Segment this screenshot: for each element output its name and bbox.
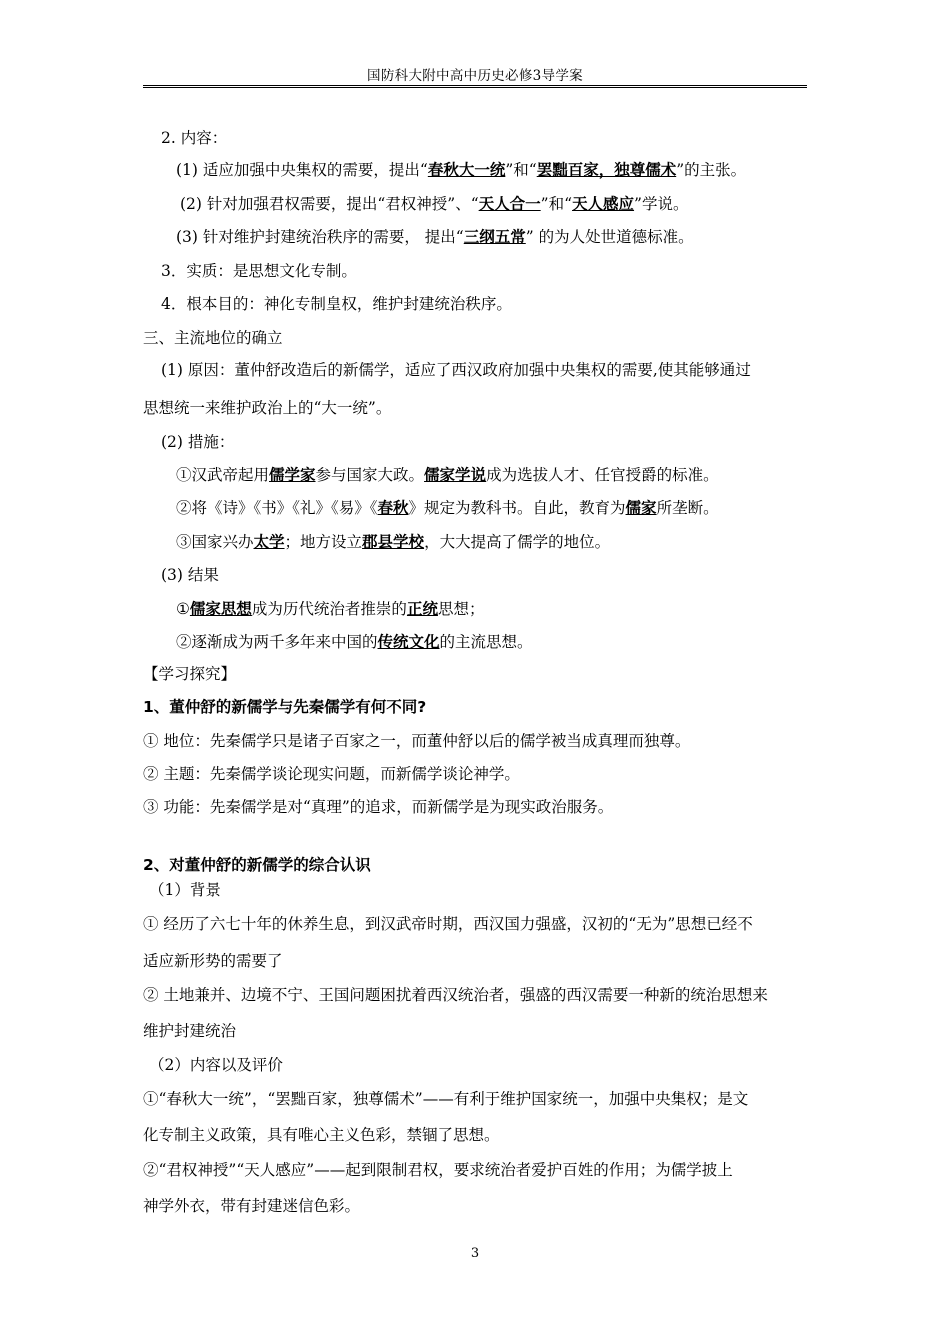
text-segment: ；地方设立 [284, 533, 363, 551]
text-segment: 思想； [437, 600, 485, 618]
text-segment: （1）背景 [149, 881, 221, 899]
key-term: 儒学家 [269, 466, 316, 484]
text-line [161, 294, 512, 314]
key-term: 正统 [406, 600, 438, 618]
text-segment: ”和“ [540, 195, 573, 213]
text-line [149, 1055, 283, 1075]
section-heading: 2、对董仲舒的新儒学的综合认识 [143, 856, 371, 874]
text-line [161, 565, 219, 585]
text-segment: (2) 措施： [161, 433, 235, 451]
text-line [176, 532, 610, 552]
key-term: 三纲五常 [463, 228, 526, 246]
text-line [143, 951, 283, 971]
key-term: 天人感应 [572, 195, 635, 213]
text-segment: (3) 针对维护封建统治秩序的需要， 提出“ [176, 228, 464, 246]
text-line [143, 855, 371, 875]
text-line [149, 880, 221, 900]
key-term: 儒家学说 [424, 466, 487, 484]
text-segment: ③ 功能：先秦儒学是对“真理”的追求，而新儒学是为现实政治服务。 [143, 798, 614, 816]
text-segment: ”和“ [505, 161, 537, 179]
text-segment: ① 经历了六七十年的休养生息，到汉武帝时期，西汉国力强盛，汉初的“无为”思想已经不 [143, 915, 753, 933]
text-segment: 4．根本目的：神化专制皇权，维护封建统治秩序。 [161, 295, 512, 313]
text-segment: ① [176, 600, 190, 618]
text-segment: ①汉武帝起用 [176, 466, 270, 484]
text-segment: (1) 适应加强中央集权的需要，提出“ [176, 161, 428, 179]
section-heading: 1、董仲舒的新儒学与先秦儒学有何不同? [143, 698, 427, 716]
text-segment: ”的主张。 [676, 161, 747, 179]
text-line [143, 731, 690, 751]
text-segment: 三、主流地位的确立 [143, 329, 283, 347]
page-header: 国防科大附中高中历史必修3导学案 [367, 68, 583, 84]
text-line [176, 498, 719, 518]
text-segment: 成为历代统治者推崇的 [251, 600, 407, 618]
text-line [161, 432, 234, 452]
text-segment: 思想统一来维护政治上的“大一统”。 [143, 399, 392, 417]
page-number: 3 [470, 1246, 480, 1261]
text-line [143, 398, 391, 418]
text-segment: (2) 针对加强君权需要，提出“君权神授”、“ [180, 195, 479, 213]
text-line [143, 1196, 360, 1216]
text-segment: 适应新形势的需要了 [143, 952, 283, 970]
text-line [176, 599, 484, 619]
text-segment: 维护封建统治 [143, 1022, 237, 1040]
key-term: 春秋 [377, 499, 409, 517]
text-line [143, 328, 283, 348]
text-line [176, 160, 746, 180]
text-segment: (3) 结果 [161, 566, 219, 584]
text-segment: ，大大提高了儒学的地位。 [424, 533, 611, 551]
text-segment: 化专制主义政策，具有唯心主义色彩，禁锢了思想。 [143, 1126, 500, 1144]
text-segment: 神学外衣，带有封建迷信色彩。 [143, 1197, 361, 1215]
text-line [143, 914, 753, 934]
text-segment: 成为选拔人才、任官授爵的标准。 [486, 466, 719, 484]
key-term: 儒家思想 [189, 600, 252, 618]
text-segment: 的主流思想。 [439, 633, 533, 651]
key-term: 罢黜百家，独尊儒术 [536, 161, 677, 179]
text-segment: ③国家兴办 [176, 533, 254, 551]
text-line [143, 764, 520, 784]
text-line [176, 632, 533, 652]
text-line [143, 664, 236, 684]
text-segment: (1) 原因：董仲舒改造后的新儒学，适应了西汉政府加强中央集权的需要,使其能够通过 [161, 361, 751, 379]
key-term: 郡县学校 [362, 533, 425, 551]
text-segment: 2. 内容： [161, 129, 228, 147]
text-segment: ”学说。 [634, 195, 689, 213]
text-line [161, 261, 357, 281]
key-term: 春秋大一统 [427, 161, 506, 179]
text-segment: ②逐渐成为两千多年来中国的 [176, 633, 378, 651]
text-line [176, 227, 694, 247]
text-segment: 3．实质：是思想文化专制。 [161, 262, 357, 280]
header-rule [143, 85, 807, 88]
key-term: 天人合一 [478, 195, 541, 213]
text-segment: 【学习探究】 [143, 665, 237, 683]
text-line [161, 360, 751, 380]
text-line [143, 697, 426, 717]
text-line [143, 1160, 733, 1180]
text-line [176, 465, 719, 485]
text-line [143, 1125, 500, 1145]
text-segment: 所垄断。 [656, 499, 719, 517]
key-term: 儒家 [625, 499, 657, 517]
text-segment: ② 主题：先秦儒学谈论现实问题，而新儒学谈论神学。 [143, 765, 520, 783]
text-line [143, 797, 613, 817]
text-segment: 》规定为教科书。自此，教育为 [408, 499, 626, 517]
text-segment: ①“春秋大一统”，“罢黜百家，独尊儒术”——有利于维护国家统一，加强中央集权；是文 [143, 1090, 749, 1108]
text-line [161, 128, 227, 148]
text-segment: ① 地位：先秦儒学只是诸子百家之一，而董仲舒以后的儒学被当成真理而独尊。 [143, 732, 691, 750]
text-segment: ②将《诗》《书》《礼》《易》《 [176, 499, 378, 517]
text-segment: ② 土地兼并、边境不宁、王国问题困扰着西汉统治者，强盛的西汉需要一种新的统治思想来 [143, 986, 768, 1004]
text-line [143, 985, 768, 1005]
text-segment: （2）内容以及评价 [149, 1056, 283, 1074]
text-line [143, 1021, 236, 1041]
text-line [143, 1089, 748, 1109]
text-segment: ” 的为人处世道德标准。 [525, 228, 694, 246]
text-segment: ②“君权神授”“天人感应”——起到限制君权，要求统治者爱护百姓的作用；为儒学披上 [143, 1161, 733, 1179]
key-term: 太学 [253, 533, 285, 551]
key-term: 传统文化 [377, 633, 440, 651]
text-line [180, 194, 688, 214]
text-segment: 参与国家大政。 [315, 466, 425, 484]
